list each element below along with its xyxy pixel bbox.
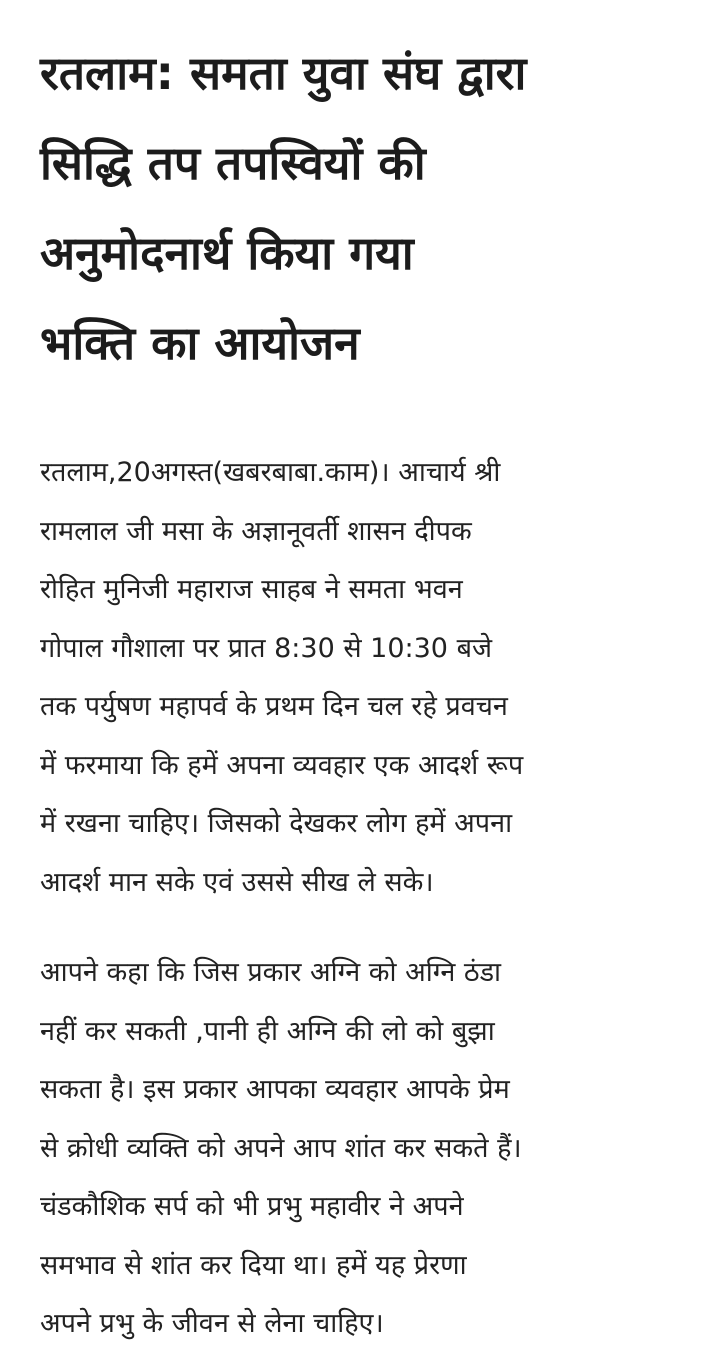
paragraph-line: रामलाल जी मसा के अज्ञानूवर्ती शासन दीपक bbox=[40, 515, 472, 547]
paragraph-line: गोपाल गौशाला पर प्रात 8:30 से 10:30 बजे bbox=[40, 632, 493, 664]
article-paragraph bbox=[40, 444, 523, 912]
paragraph-line: आपने कहा कि जिस प्रकार अग्नि को अग्नि ठंडा bbox=[40, 957, 502, 988]
paragraph-line: तक पर्युषण महापर्व के प्रथम दिन चल रहे प्रवचन bbox=[40, 691, 508, 722]
paragraph-line: रतलाम,20अगस्त(खबरबाबा.काम)। आचार्य श्री bbox=[40, 457, 501, 488]
headline-line: सिद्धि तप तपस्वियों की bbox=[40, 136, 426, 190]
article bbox=[40, 28, 690, 1339]
headline-line: भक्ति का आयोजन bbox=[40, 316, 360, 370]
paragraph-line: रोहित मुनिजी महाराज साहब ने समता भवन bbox=[40, 574, 463, 605]
paragraph-line: चंडकौशिक सर्प को भी प्रभु महावीर ने अपने bbox=[40, 1191, 464, 1222]
paragraph-line: आदर्श मान सके एवं उससे सीख ले सके। bbox=[40, 866, 434, 898]
paragraph-line: अपने प्रभु के जीवन से लेना चाहिए। bbox=[40, 1308, 384, 1339]
article-headline bbox=[40, 28, 690, 388]
paragraph-line: में फरमाया कि हमें अपना व्यवहार एक आदर्श रूप bbox=[40, 749, 524, 781]
article-paragraph bbox=[40, 944, 522, 1354]
paragraph-line: नहीं कर सकती ,पानी ही अग्नि की लो को बुझा bbox=[40, 1015, 495, 1047]
headline-line: अनुमोदनार्थ किया गया bbox=[40, 226, 414, 280]
paragraph-line: समभाव से शांत कर दिया था। हमें यह प्रेरणा bbox=[40, 1249, 467, 1281]
paragraph-line: से क्रोधी व्यक्ति को अपने आप शांत कर सकते हैं। bbox=[40, 1132, 522, 1164]
paragraph-line: सकता है। इस प्रकार आपका व्यवहार आपके प्रेम bbox=[40, 1074, 510, 1105]
headline-line: रतलाम: समता युवा संघ द्वारा bbox=[40, 46, 527, 100]
paragraph-line: में रखना चाहिए। जिसको देखकर लोग हमें अपना bbox=[40, 808, 513, 839]
